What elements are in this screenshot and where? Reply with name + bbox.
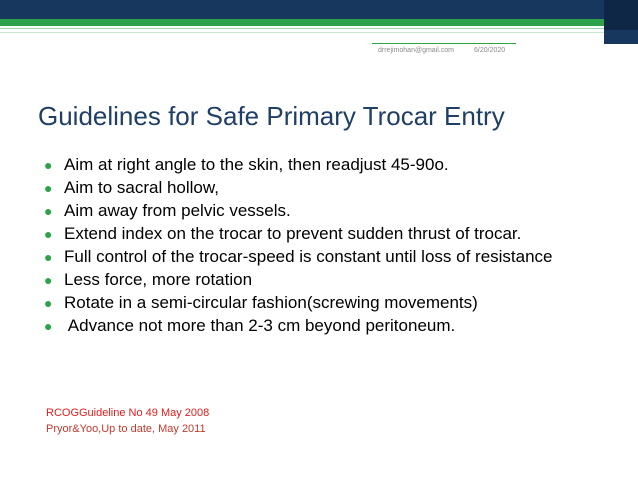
bullet-dot-icon: ● (44, 226, 53, 242)
bullet-item (44, 292, 624, 314)
bullet-item (44, 154, 624, 176)
slide-title: Guidelines for Safe Primary Trocar Entry (38, 101, 505, 131)
header-email: drrejimohan@gmail.com (378, 47, 454, 54)
bullet-dot-icon: ● (44, 180, 53, 196)
bullet-text: Less force, more rotation (64, 270, 253, 289)
bullet-dot-icon: ● (44, 318, 53, 334)
bullet-list (44, 154, 624, 338)
bullet-dot-icon: ● (44, 157, 53, 173)
bullet-text: Aim away from pelvic vessels. (64, 201, 291, 220)
bullet-item (44, 246, 624, 268)
top-banner-line (0, 32, 638, 33)
top-banner-navy (0, 0, 638, 19)
bullet-item (44, 223, 624, 245)
bullet-dot-icon: ● (44, 203, 53, 219)
references (46, 405, 209, 437)
corner-accent-notch (604, 30, 638, 44)
bullet-item (44, 269, 624, 291)
reference-rcog: RCOGGuideline No 49 May 2008 (46, 407, 210, 419)
bullet-dot-icon: ● (44, 249, 53, 265)
bullet-text: Aim to sacral hollow, (64, 178, 219, 197)
bullet-text: Aim at right angle to the skin, then readjust 45-90o. (64, 155, 449, 174)
bullet-item (44, 200, 624, 222)
bullet-text: Advance not more than 2-3 cm beyond peritoneum. (64, 316, 456, 335)
bullet-text: Extend index on the trocar to prevent sudden thrust of trocar. (64, 224, 522, 243)
bullet-item (44, 177, 624, 199)
bullet-dot-icon: ● (44, 295, 53, 311)
top-banner-green (0, 19, 638, 26)
top-banner-line (0, 28, 638, 29)
bullet-text: Rotate in a semi-circular fashion(screwing movements) (64, 293, 478, 312)
reference-pryor: Pryor&Yoo,Up to date, May 2011 (46, 423, 206, 435)
bullet-item (44, 315, 624, 337)
header-date: 6/20/2020 (474, 47, 506, 54)
header-rule (372, 43, 516, 44)
bullet-dot-icon: ● (44, 272, 53, 288)
bullet-text: Full control of the trocar-speed is constant until loss of resistance (64, 247, 553, 266)
